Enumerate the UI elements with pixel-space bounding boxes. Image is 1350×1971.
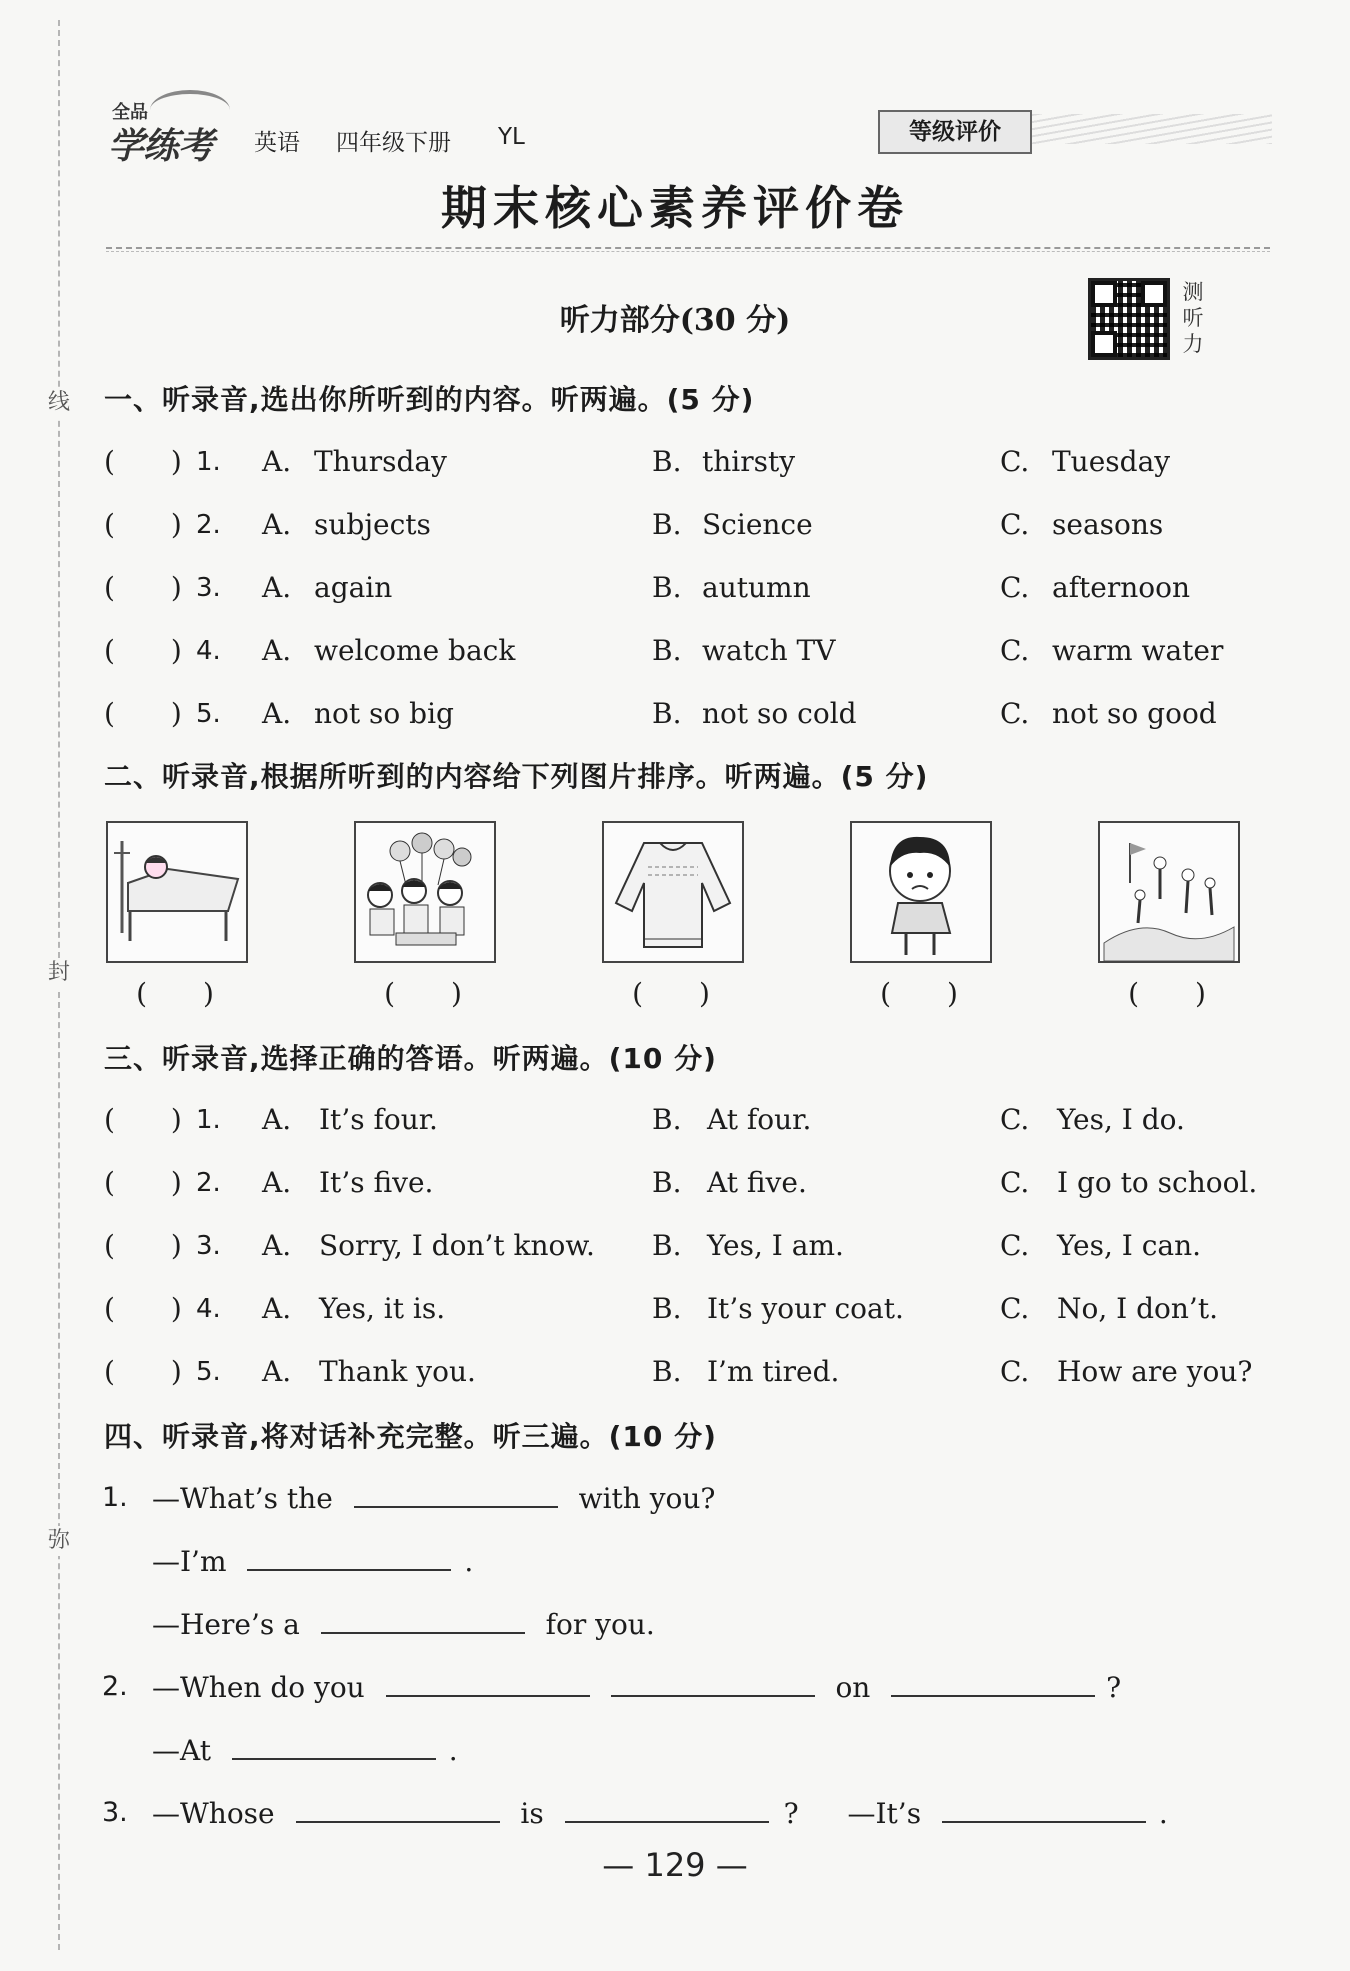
dialog-text: with you? xyxy=(578,1482,716,1515)
option-letter-a: A. xyxy=(262,1355,292,1388)
option-letter-c: C. xyxy=(1000,1292,1030,1325)
section3-title: 三、听录音,选择正确的答语。听两遍。(10 分) xyxy=(104,1042,717,1075)
option-letter-c: C. xyxy=(1000,1166,1030,1199)
dialog-text: is xyxy=(520,1797,544,1830)
dialog-number-3: 3. xyxy=(102,1797,128,1828)
sick-girl-in-bed-icon xyxy=(106,821,248,963)
s1-question-1 xyxy=(104,440,1284,484)
option-letter-a: A. xyxy=(262,1229,292,1262)
s1-question-5 xyxy=(104,692,1284,736)
section2-title: 二、听录音,根据所听到的内容给下列图片排序。听两遍。(5 分) xyxy=(104,760,929,793)
fill-blank[interactable] xyxy=(386,1665,590,1697)
fill-blank[interactable] xyxy=(565,1791,769,1823)
dialog1-line1 xyxy=(152,1476,715,1520)
dialog1-line2 xyxy=(152,1539,473,1583)
listening-part-title: 听力部分(30 分) xyxy=(559,303,791,338)
option-b: Science xyxy=(702,508,813,541)
dialog-text: for you. xyxy=(545,1608,655,1641)
option-a: It’s five. xyxy=(319,1166,434,1199)
option-letter-a: A. xyxy=(262,1103,292,1136)
option-a: Thursday xyxy=(314,445,447,478)
option-letter-c: C. xyxy=(1000,508,1030,541)
dialog-text: . xyxy=(464,1545,474,1578)
option-c: How are you? xyxy=(1057,1355,1253,1388)
fill-blank[interactable] xyxy=(296,1791,500,1823)
page-title: 期末核心素养评价卷 xyxy=(441,181,909,235)
question-number: 3. xyxy=(196,573,221,603)
fill-blank[interactable] xyxy=(247,1539,451,1571)
picture-answer-blank-5[interactable]: ( ) xyxy=(1128,977,1206,1010)
picture-answer-blank-2[interactable]: ( ) xyxy=(384,977,462,1010)
option-letter-c: C. xyxy=(1000,697,1030,730)
dialog2-line1 xyxy=(152,1665,1121,1709)
option-c: Yes, I do. xyxy=(1057,1103,1185,1136)
option-a: not so big xyxy=(314,697,454,730)
question-number: 4. xyxy=(196,1294,221,1324)
s3-question-2 xyxy=(104,1161,1284,1205)
dialog1-line3 xyxy=(152,1602,655,1646)
option-b: thirsty xyxy=(702,445,796,478)
option-c: afternoon xyxy=(1052,571,1191,604)
dialog-number-1: 1. xyxy=(102,1482,128,1513)
header-decor-lines xyxy=(1032,114,1272,144)
dialog-text: —At xyxy=(152,1734,211,1767)
fill-blank[interactable] xyxy=(321,1602,525,1634)
question-number: 2. xyxy=(196,510,221,540)
option-b: At four. xyxy=(707,1103,812,1136)
answer-blank[interactable]: ( ) xyxy=(104,697,182,730)
margin-label-feng: 封 xyxy=(46,958,72,988)
question-number: 2. xyxy=(196,1168,221,1198)
edition-label: YL xyxy=(498,124,525,150)
picture-answer-blank-4[interactable]: ( ) xyxy=(880,977,958,1010)
option-c: Tuesday xyxy=(1052,445,1171,478)
option-letter-a: A. xyxy=(262,571,292,604)
option-a: Sorry, I don’t know. xyxy=(319,1229,595,1262)
dialog-text: —I’m xyxy=(152,1545,227,1578)
option-c: seasons xyxy=(1052,508,1164,541)
option-a: Thank you. xyxy=(319,1355,476,1388)
answer-blank[interactable]: ( ) xyxy=(104,1229,182,1262)
fill-blank[interactable] xyxy=(942,1791,1146,1823)
fill-blank[interactable] xyxy=(891,1665,1095,1697)
option-letter-b: B. xyxy=(652,1166,682,1199)
option-b: Yes, I am. xyxy=(707,1229,844,1262)
option-b: autumn xyxy=(702,571,811,604)
option-letter-b: B. xyxy=(652,1355,682,1388)
dialog3-line1 xyxy=(152,1791,1168,1835)
option-c: I go to school. xyxy=(1057,1166,1258,1199)
dialog-text: —What’s the xyxy=(152,1482,333,1515)
option-letter-b: B. xyxy=(652,697,682,730)
option-c: No, I don’t. xyxy=(1057,1292,1218,1325)
option-c: warm water xyxy=(1052,634,1224,667)
dialog-text: . xyxy=(1158,1797,1168,1830)
option-letter-a: A. xyxy=(262,634,292,667)
option-letter-a: A. xyxy=(262,1166,292,1199)
sweater-icon xyxy=(602,821,744,963)
answer-blank[interactable]: ( ) xyxy=(104,571,182,604)
option-b: watch TV xyxy=(702,634,836,667)
option-letter-b: B. xyxy=(652,508,682,541)
dialog-text: ? xyxy=(783,1797,799,1830)
fill-blank[interactable] xyxy=(611,1665,815,1697)
dialog-text: ? xyxy=(1106,1671,1122,1704)
subject-label: 英语 xyxy=(254,130,300,156)
option-letter-b: B. xyxy=(652,1292,682,1325)
answer-blank[interactable]: ( ) xyxy=(104,445,182,478)
s1-question-2 xyxy=(104,503,1284,547)
option-letter-a: A. xyxy=(262,697,292,730)
option-letter-b: B. xyxy=(652,1103,682,1136)
answer-blank[interactable]: ( ) xyxy=(104,1292,182,1325)
dialog-text: . xyxy=(448,1734,458,1767)
margin-label-mi: 弥 xyxy=(46,1526,72,1556)
option-letter-c: C. xyxy=(1000,1229,1030,1262)
qr-label-1: 测 xyxy=(1182,280,1204,304)
s1-question-3 xyxy=(104,566,1284,610)
s1-question-4 xyxy=(104,629,1284,673)
fill-blank[interactable] xyxy=(354,1476,558,1508)
option-b: not so cold xyxy=(702,697,857,730)
answer-blank[interactable]: ( ) xyxy=(104,1103,182,1136)
question-number: 4. xyxy=(196,636,221,666)
dialog-text: —Here’s a xyxy=(152,1608,300,1641)
answer-blank[interactable]: ( ) xyxy=(104,634,182,667)
option-b: I’m tired. xyxy=(707,1355,840,1388)
dialog-text: —Whose xyxy=(152,1797,275,1830)
option-letter-c: C. xyxy=(1000,634,1030,667)
question-number: 3. xyxy=(196,1231,221,1261)
option-c: Yes, I can. xyxy=(1057,1229,1202,1262)
option-letter-c: C. xyxy=(1000,445,1030,478)
option-a: welcome back xyxy=(314,634,516,667)
section1-title: 一、听录音,选出你所听到的内容。听两遍。(5 分) xyxy=(104,383,755,416)
option-letter-b: B. xyxy=(652,571,682,604)
children-party-balloons-icon xyxy=(354,821,496,963)
qr-label-3: 力 xyxy=(1182,332,1204,356)
dialog-number-2: 2. xyxy=(102,1671,128,1702)
answer-blank[interactable]: ( ) xyxy=(104,1355,182,1388)
s3-question-5 xyxy=(104,1350,1284,1394)
section4-title: 四、听录音,将对话补充完整。听三遍。(10 分) xyxy=(104,1420,717,1453)
question-number: 5. xyxy=(196,1357,221,1387)
question-number: 5. xyxy=(196,699,221,729)
question-number: 1. xyxy=(196,1105,221,1135)
dialog-text: —It’s xyxy=(847,1797,922,1830)
option-letter-b: B. xyxy=(652,1229,682,1262)
page-number: — 129 — xyxy=(602,1846,748,1884)
option-a: again xyxy=(314,571,393,604)
option-a: subjects xyxy=(314,508,431,541)
title-divider xyxy=(106,247,1270,249)
title-divider-2 xyxy=(106,251,1270,252)
answer-blank[interactable]: ( ) xyxy=(104,508,182,541)
grade-label: 四年级下册 xyxy=(336,130,451,156)
option-b: It’s your coat. xyxy=(707,1292,904,1325)
question-number: 1. xyxy=(196,447,221,477)
option-letter-a: A. xyxy=(262,1292,292,1325)
option-letter-a: A. xyxy=(262,508,292,541)
option-a: It’s four. xyxy=(319,1103,438,1136)
s3-question-3 xyxy=(104,1224,1284,1268)
sad-boy-icon xyxy=(850,821,992,963)
dialog2-line2 xyxy=(152,1728,458,1772)
option-a: Yes, it is. xyxy=(319,1292,446,1325)
qr-label-2: 听 xyxy=(1182,306,1204,330)
fill-blank[interactable] xyxy=(232,1728,436,1760)
grade-evaluation-tag: 等级评价 xyxy=(878,110,1032,154)
picture-answer-blank-3[interactable]: ( ) xyxy=(632,977,710,1010)
picture-answer-blank-1[interactable]: ( ) xyxy=(136,977,214,1010)
family-hiking-icon xyxy=(1098,821,1240,963)
s3-question-4 xyxy=(104,1287,1284,1331)
brand-small-text: 全品 xyxy=(112,102,148,123)
brand-logo: 学练考 xyxy=(108,126,214,167)
option-letter-b: B. xyxy=(652,445,682,478)
option-letter-c: C. xyxy=(1000,1103,1030,1136)
margin-label-xian: 线 xyxy=(46,388,72,418)
dialog-text: —When do you xyxy=(152,1671,365,1704)
answer-blank[interactable]: ( ) xyxy=(104,1166,182,1199)
option-c: not so good xyxy=(1052,697,1217,730)
option-b: At five. xyxy=(707,1166,807,1199)
option-letter-c: C. xyxy=(1000,571,1030,604)
option-letter-a: A. xyxy=(262,445,292,478)
option-letter-b: B. xyxy=(652,634,682,667)
dialog-text: on xyxy=(835,1671,871,1704)
s3-question-1 xyxy=(104,1098,1284,1142)
option-letter-c: C. xyxy=(1000,1355,1030,1388)
